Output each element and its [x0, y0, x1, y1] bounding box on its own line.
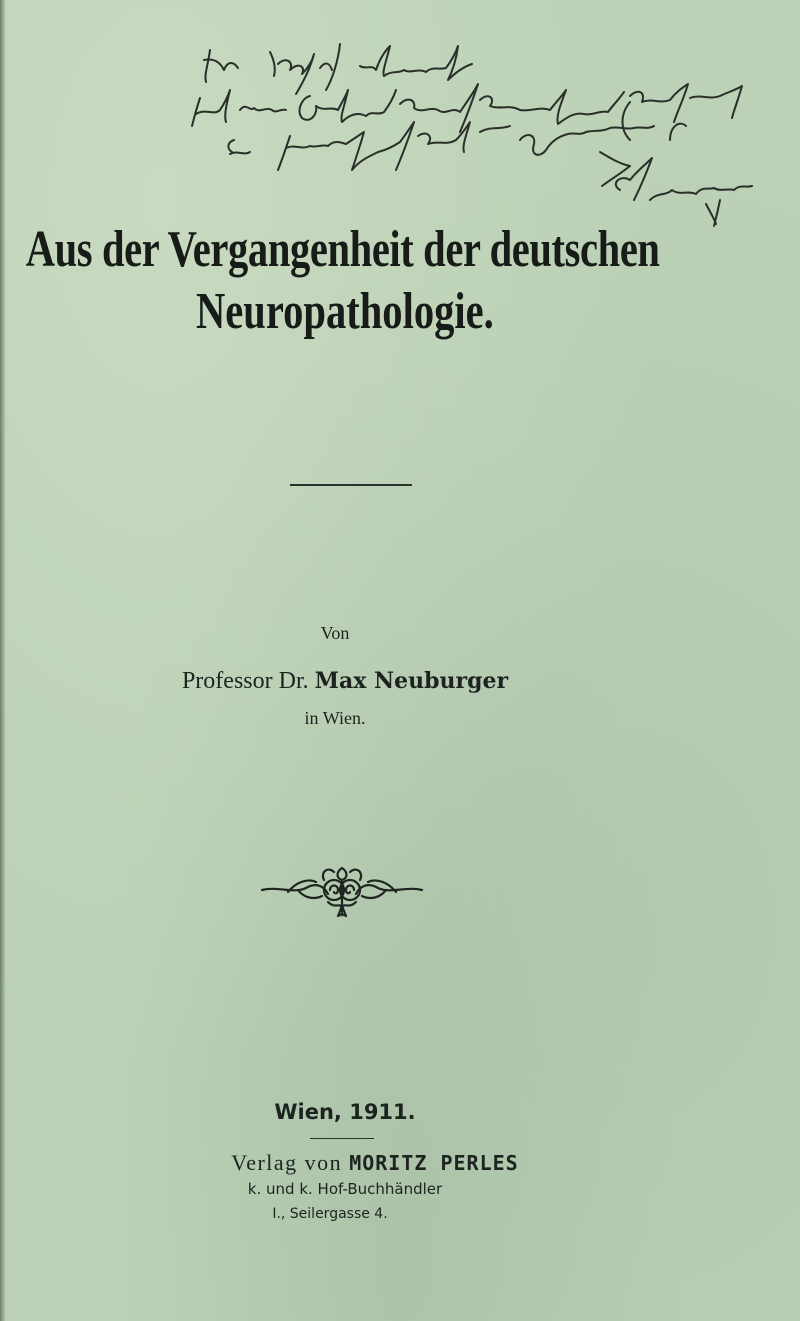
handwritten-signature-icon: [190, 40, 790, 230]
publisher-title: k. und k. Hof-Buchhändler: [247, 1180, 443, 1198]
title-line-1: Aus der Vergangenheit der deutschen: [25, 221, 660, 278]
scroll-ornament-icon: [258, 860, 426, 950]
author-line: [0, 668, 745, 695]
title-line-2: [0, 282, 800, 341]
publisher-line: [0, 1150, 775, 1176]
publisher-name: MORITZ PERLES: [349, 1151, 519, 1175]
handwritten-dedication: [190, 40, 790, 230]
author-prefix: Professor Dr.: [181, 668, 309, 694]
publisher-address: I., Seilergasse 4.: [272, 1206, 388, 1222]
author-location: in Wien.: [304, 708, 366, 728]
author-name: Max Neuburger: [314, 668, 509, 694]
publisher-prefix: Verlag von: [231, 1150, 343, 1175]
publication-place-year: Wien, 1911.: [274, 1100, 416, 1124]
title-line-2-text: Neuropathologie.: [196, 283, 494, 340]
imprint-rule: [310, 1138, 374, 1139]
von-label: Von: [320, 623, 350, 643]
divider-rule: [290, 484, 412, 486]
